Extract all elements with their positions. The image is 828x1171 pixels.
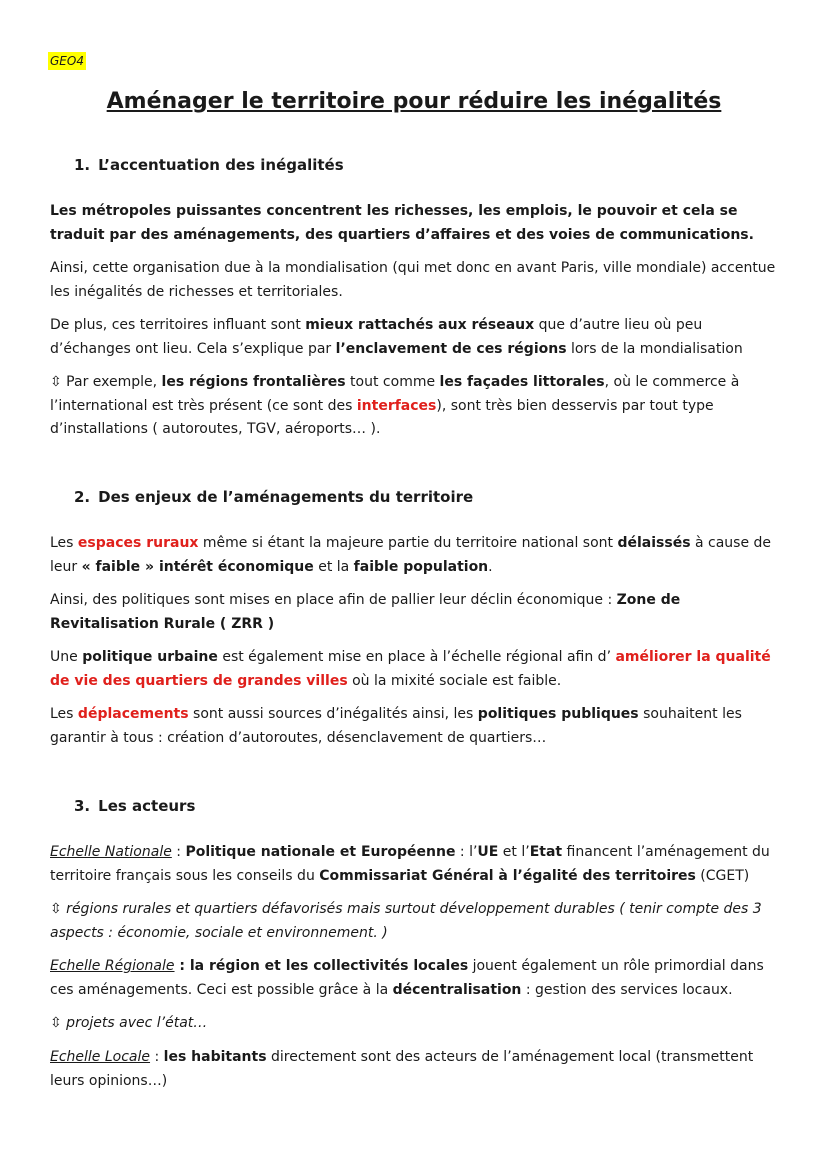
section-title: L’accentuation des inégalités	[98, 156, 344, 174]
text-bold: « faible » intérêt économique	[81, 558, 314, 575]
s3-paragraph-4	[50, 1012, 786, 1036]
section-title: Des enjeux de l’aménagements du territoire	[98, 488, 474, 506]
text: régions rurales et quartiers défavorisés mais surtout développement durables ( tenir compte des 3 aspects : économie, sociale et environnement. )	[50, 901, 762, 941]
text: :	[171, 844, 186, 860]
text-bold: les façades littorales	[439, 374, 605, 390]
text-bold: les habitants	[163, 1049, 267, 1065]
section-2-heading	[74, 487, 473, 507]
section-number: 2.	[74, 488, 91, 506]
text: financent l’aménagement du territoire français sous les conseils du	[50, 844, 770, 884]
s2-paragraph-4	[50, 703, 786, 750]
text: Ainsi, des politiques sont mises en place afin de pallier leur déclin économique :	[50, 592, 617, 608]
text: lors de la mondialisation	[566, 340, 743, 357]
text-red: améliorer la qualité de vie des quartiers de grandes villes	[50, 649, 771, 689]
arrow-icon: ⇳	[50, 374, 62, 390]
arrow-icon: ⇳	[50, 901, 62, 917]
text: : gestion des services locaux.	[521, 981, 733, 998]
section-number: 3.	[74, 797, 91, 815]
text-bold: l’enclavement de ces régions	[335, 340, 567, 357]
text-bold: mieux rattachés aux réseaux	[305, 317, 535, 333]
text: tout comme	[345, 374, 440, 390]
s1-paragraph-2: Ainsi, cette organisation due à la mondialisation (qui met donc en avant Paris, ville mondiale) accentue les inégalités de richesses et territoriales.	[50, 260, 776, 300]
section-title: Les acteurs	[98, 797, 196, 815]
text: et l’	[498, 844, 530, 860]
section-1-heading	[74, 155, 344, 175]
s3-paragraph-5	[50, 1046, 786, 1093]
text-bold: faible population	[353, 558, 489, 575]
text: Les	[50, 535, 78, 551]
s2-paragraph-2	[50, 589, 786, 636]
text: jouent également un rôle primordial dans ces aménagements. Ceci est possible grâce à la	[50, 958, 764, 998]
s3-paragraph-3	[50, 955, 786, 1002]
text-bold: politiques publiques	[477, 706, 639, 722]
s2-paragraph-3	[50, 646, 786, 693]
s3-paragraph-1	[50, 841, 786, 888]
s1-paragraph-1: Les métropoles puissantes concentrent les richesses, les emplois, le pouvoir et cela se traduit par des aménagements, des quartiers d’affaires et des voies de communications.	[50, 203, 754, 243]
s2-paragraph-1	[50, 532, 786, 579]
text-bold: Etat	[529, 844, 563, 860]
s3-paragraph-2	[50, 898, 786, 945]
text: à cause de leur	[50, 535, 772, 575]
text: Par exemple,	[61, 374, 162, 390]
text: Les	[50, 706, 78, 722]
text-bold: décentralisation	[392, 981, 522, 998]
section-number: 1.	[74, 156, 91, 174]
text-bold: Politique nationale et Européenne	[185, 844, 456, 860]
s1-paragraph-3	[50, 314, 786, 361]
text: que d’autre lieu où peu d’échanges ont lieu. Cela s’explique par	[50, 317, 703, 357]
text: directement sont des acteurs de l’aménagement local (transmettent leurs opinions…)	[50, 1049, 754, 1089]
text-red: interfaces	[356, 397, 437, 414]
text-underline: Echelle Régionale	[50, 958, 175, 974]
text-bold: les régions frontalières	[161, 374, 346, 390]
text-bold: Zone de Revitalisation Rurale ( ZRR )	[50, 592, 681, 632]
text: sont aussi sources d’inégalités ainsi, les	[188, 706, 478, 722]
text: , où le commerce à l’international est très présent (ce sont des	[50, 374, 740, 414]
text: (CGET)	[695, 867, 750, 884]
text-underline: Echelle Locale	[50, 1049, 151, 1065]
text-bold: UE	[477, 844, 499, 860]
text-underline: Echelle Nationale	[50, 844, 172, 860]
section-3-heading	[74, 796, 195, 816]
text-red: déplacements	[77, 706, 189, 722]
arrow-icon: ⇳	[50, 1015, 62, 1031]
text: .	[488, 558, 493, 575]
text: : l’	[455, 844, 478, 860]
text-bold: politique urbaine	[82, 649, 218, 665]
text: où la mixité sociale est faible.	[347, 672, 562, 689]
text: ), sont très bien desservis par tout type d’installations ( autoroutes, TGV, aéroports… ).	[50, 397, 714, 437]
text-bold: la région et les collectivités locales	[189, 958, 469, 974]
text: Une	[50, 649, 83, 665]
text: De plus, ces territoires influant sont	[50, 317, 306, 333]
text-bold: :	[174, 958, 190, 974]
text: :	[150, 1049, 164, 1065]
text-bold: Commissariat Général à l’égalité des territoires	[319, 867, 696, 884]
s1-paragraph-4	[50, 371, 786, 442]
text-red: espaces ruraux	[77, 535, 199, 551]
text: et la	[313, 558, 354, 575]
text-bold: délaissés	[617, 535, 691, 551]
text: même si étant la majeure partie du territoire national sont	[198, 535, 618, 551]
page-title: Aménager le territoire pour réduire les inégalités	[106, 89, 722, 114]
course-tag: GEO4	[50, 54, 84, 68]
text: souhaitent les garantir à tous : création d’autoroutes, désenclavement de quartiers…	[50, 706, 742, 746]
text: est également mise en place à l’échelle régional afin d’	[217, 649, 616, 665]
text: projets avec l’état…	[61, 1015, 208, 1031]
